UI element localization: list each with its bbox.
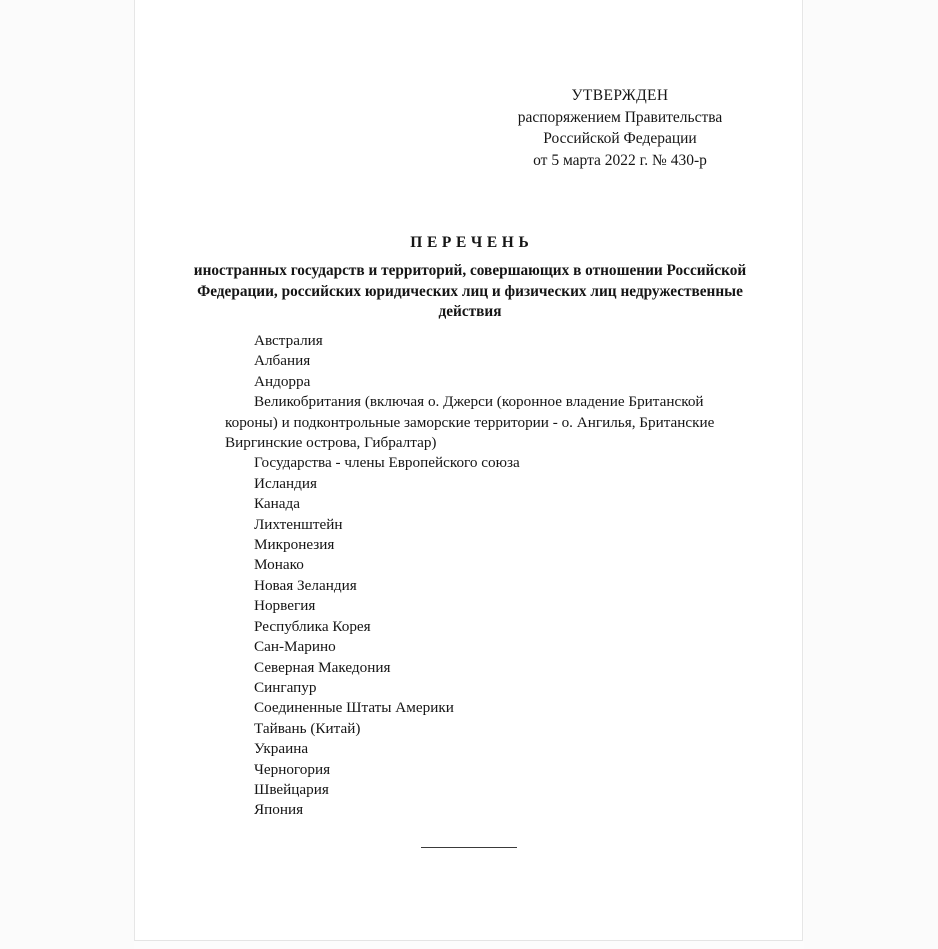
state-list-item: Сан-Марино: [254, 638, 336, 656]
document-page: [134, 0, 803, 941]
state-list-item: Сингапур: [254, 678, 317, 696]
state-list-item: Япония: [254, 801, 304, 819]
state-list-item: Государства - члены Европейского союза: [254, 454, 520, 472]
page-content: [135, 0, 804, 941]
state-list-item: Черногория: [254, 760, 331, 778]
state-list-item: Албания: [254, 352, 311, 370]
state-list-item: Канада: [254, 495, 301, 513]
page-title: ПЕРЕЧЕНЬ: [410, 234, 534, 251]
state-list-item: Северная Македония: [254, 658, 391, 676]
footer-divider: [421, 847, 517, 848]
state-list-item: Лихтенштейн: [254, 515, 343, 533]
state-list: [225, 331, 728, 821]
state-list-item: Республика Корея: [254, 617, 371, 635]
state-list-item: Норвегия: [254, 597, 316, 615]
state-list-item: Монако: [254, 556, 304, 574]
state-list-item: Тайвань (Китай): [254, 719, 361, 737]
state-list-item: Великобритания (включая о. Джерси (коронное владение Британской короны) и подконтрольные заморские территории - о. Ангилья, Британские Виргинские острова, Гибралтар): [225, 393, 715, 452]
state-list-item: Микронезия: [254, 536, 335, 554]
document-subtitle: иностранных государств и территорий, совершающих в отношении Российской Федерации, российских юридических лиц и физических лиц недружественные действия: [193, 262, 747, 321]
state-list-item: Андорра: [254, 372, 311, 390]
state-list-item: Новая Зеландия: [254, 576, 357, 594]
state-list-item: Украина: [254, 740, 309, 758]
approval-state-line: Российской Федерации: [543, 130, 697, 147]
state-list-item: Швейцария: [254, 780, 329, 798]
approval-heading: УТВЕРЖДЕН: [571, 87, 669, 104]
state-list-item: Соединенные Штаты Америки: [254, 699, 454, 717]
approval-authority-line: распоряжением Правительства: [517, 108, 723, 126]
approval-block: [455, 85, 785, 171]
state-list-item: Исландия: [254, 474, 317, 492]
page-gutter-left: [0, 0, 134, 949]
state-list-item: Австралия: [254, 332, 323, 349]
page-gutter-right: [804, 0, 938, 949]
approval-date-line: от 5 марта 2022 г. № 430-р: [533, 151, 707, 169]
